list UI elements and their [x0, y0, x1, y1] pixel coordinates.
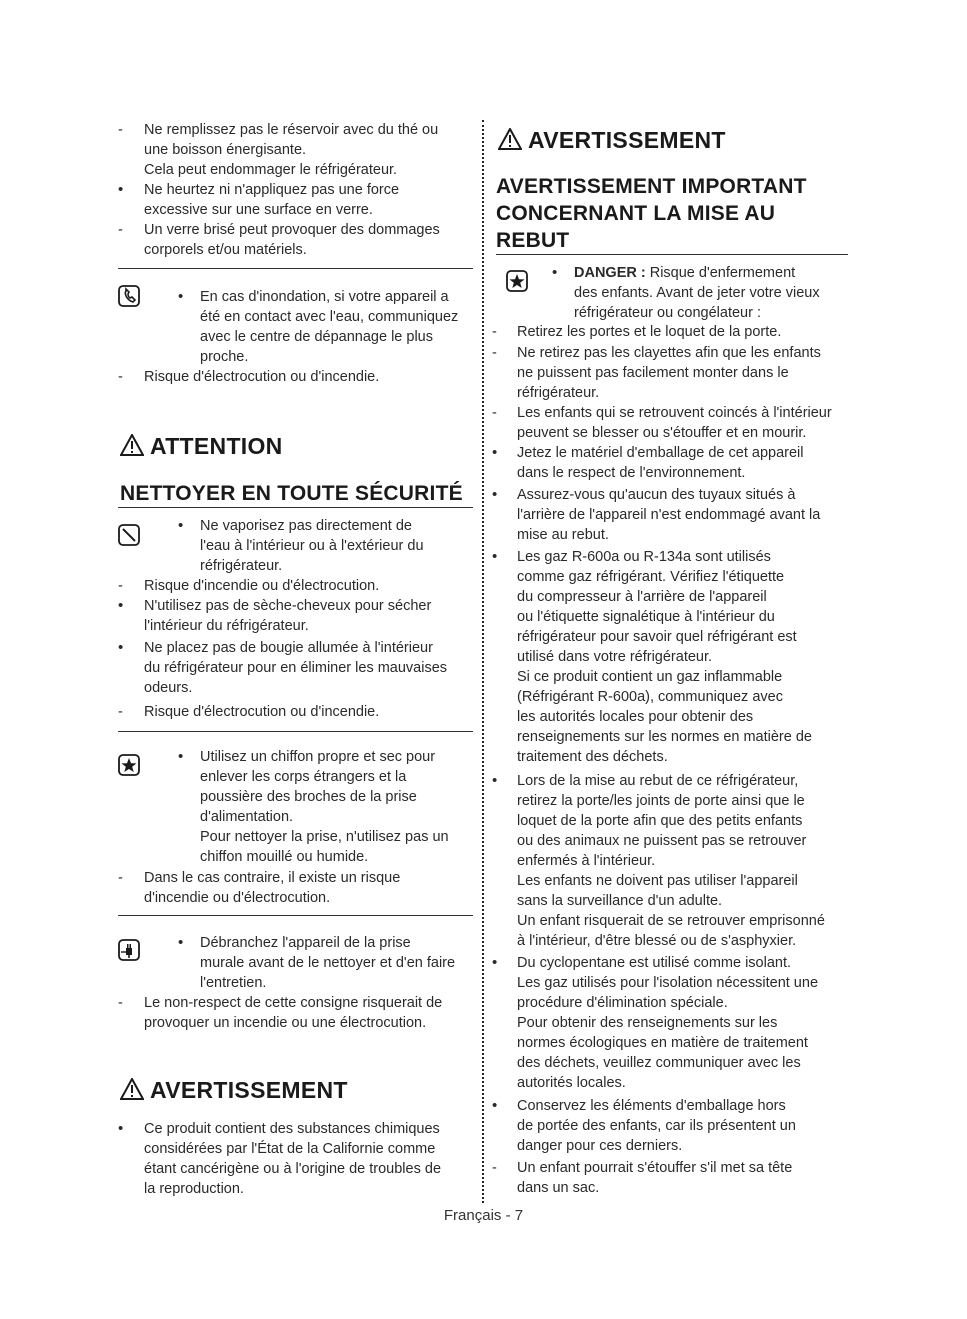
warning-heading-left	[120, 1077, 348, 1104]
phone-dash	[118, 367, 379, 387]
text-line: poussière des broches de la prise	[200, 789, 417, 805]
plug-dash	[118, 993, 442, 1033]
text-line: Les enfants qui se retrouvent coincés à l'intérieur	[517, 405, 832, 421]
text-line: mise au rebut.	[517, 527, 609, 543]
text-line: (Réfrigérant R-600a), communiquez avec	[517, 689, 783, 705]
text-line: Risque d'électrocution ou d'incendie.	[144, 369, 380, 385]
text-line: d'alimentation.	[200, 809, 294, 825]
text-line: Un verre brisé peut provoquer des dommages	[144, 222, 440, 238]
bullet-marker	[178, 933, 192, 953]
item-text	[144, 868, 400, 908]
text-line: excessive sur une surface en verre.	[144, 202, 373, 218]
text-line: Débranchez l'appareil de la prise	[200, 935, 411, 951]
text-line: réfrigérateur ou congélateur :	[574, 305, 761, 321]
danger-item	[552, 263, 820, 323]
bullet-marker	[178, 516, 192, 536]
column-divider	[482, 120, 484, 1203]
section-title-line: REBUT	[496, 229, 570, 252]
star-icon	[506, 270, 528, 292]
top-item	[118, 120, 438, 180]
item-text	[574, 263, 820, 323]
text-line: renseignements sur les normes en matière de	[517, 729, 812, 745]
text-line: Ne vaporisez pas directement de	[200, 518, 412, 534]
text-line: corporels et/ou matériels.	[144, 242, 307, 258]
divider	[118, 915, 473, 916]
text-line: Ne heurtez ni n'appliquez pas une force	[144, 182, 400, 198]
item-text	[200, 287, 458, 367]
item-text	[517, 547, 812, 767]
text-line: de portée des enfants, car ils présentent un	[517, 1118, 796, 1134]
text-line: Les gaz utilisés pour l'isolation nécessitent une	[517, 975, 819, 991]
disposal-item	[492, 443, 804, 483]
warning-bullet	[118, 1119, 441, 1199]
text-line: considérées par l'État de la Californie comme	[144, 1141, 436, 1157]
item-text	[144, 596, 431, 636]
section-title-line: CONCERNANT LA MISE AU	[496, 202, 776, 225]
disposal-item	[492, 343, 821, 403]
section-title-line: NETTOYER EN TOUTE SÉCURITÉ	[120, 482, 463, 505]
text-line: Un enfant risquerait de se retrouver emprisonné	[517, 913, 825, 929]
text-line: des enfants. Avant de jeter votre vieux	[574, 285, 820, 301]
text-line: Dans le cas contraire, il existe un risque	[144, 870, 401, 886]
text-line: à l'intérieur, d'être blessé ou de s'asphyxier.	[517, 933, 797, 949]
text-line: Les gaz R-600a ou R-134a sont utilisés	[517, 549, 771, 565]
top-item	[118, 180, 399, 220]
bullet-marker	[118, 1119, 132, 1139]
divider	[118, 507, 473, 508]
item-text	[144, 367, 379, 387]
attention-heading	[120, 433, 283, 460]
plug-bullet	[178, 933, 455, 993]
text-line: du compresseur à l'arrière de l'appareil	[517, 589, 767, 605]
dash-marker	[492, 322, 506, 342]
text-line: Assurez-vous qu'aucun des tuyaux situés à	[517, 487, 796, 503]
text-line: réfrigérateur.	[517, 385, 600, 401]
disposal-item	[492, 322, 781, 342]
bullet-marker	[492, 443, 506, 463]
text-line: étant cancérigène ou à l'origine de troubles de	[144, 1161, 442, 1177]
section-title-disposal	[496, 173, 807, 254]
dash-marker	[118, 120, 132, 140]
text-line: Cela peut endommager le réfrigérateur.	[144, 162, 398, 178]
item-text	[517, 1158, 792, 1198]
star-dash	[118, 868, 400, 908]
item-text	[200, 933, 455, 993]
item-text	[517, 771, 825, 951]
dash-marker	[118, 993, 132, 1013]
item-text	[200, 747, 449, 867]
bullet-marker	[552, 263, 566, 283]
page-footer: Français - 7	[443, 1207, 524, 1224]
text-line: l'entretien.	[200, 975, 267, 991]
text-line: Du cyclopentane est utilisé comme isolant.	[517, 955, 792, 971]
text-line: ne puissent pas facilement monter dans le	[517, 365, 789, 381]
phone-icon	[118, 285, 140, 307]
bullet-marker	[492, 547, 506, 567]
item-text	[144, 180, 399, 220]
disposal-item	[492, 953, 818, 1093]
text-line: Pour obtenir des renseignements sur les	[517, 1015, 778, 1031]
item-text	[200, 516, 424, 576]
text-line: Lors de la mise au rebut de ce réfrigérateur,	[517, 773, 799, 789]
bullet-marker	[118, 180, 132, 200]
item-text	[517, 443, 804, 483]
text-line: l'arrière de l'appareil n'est endommagé avant la	[517, 507, 821, 523]
dash-marker	[118, 702, 132, 722]
attention-title: ATTENTION	[150, 433, 283, 459]
clean-item	[118, 702, 379, 722]
unplug-icon	[118, 939, 140, 961]
text-line: Risque d'incendie ou d'électrocution.	[144, 578, 380, 594]
text-line: odeurs.	[144, 680, 193, 696]
item-text	[517, 1096, 796, 1156]
text-line: une boisson énergisante.	[144, 142, 307, 158]
text-line: dans le respect de l'environnement.	[517, 465, 746, 481]
text-line: d'incendie ou d'électrocution.	[144, 890, 331, 906]
text-line: réfrigérateur.	[200, 558, 283, 574]
text-line: l'eau à l'intérieur ou à l'extérieur du	[200, 538, 424, 554]
star-icon	[118, 754, 140, 776]
text-line: Si ce produit contient un gaz inflammable	[517, 669, 783, 685]
item-text	[517, 403, 832, 443]
text-line: Le non-respect de cette consigne risquerait de	[144, 995, 443, 1011]
disposal-item	[492, 547, 812, 767]
text-line: Un enfant pourrait s'étouffer s'il met sa tête	[517, 1160, 793, 1176]
divider	[496, 254, 848, 255]
disposal-item	[492, 1096, 796, 1156]
text-line: Retirez les portes et le loquet de la porte.	[517, 324, 782, 340]
danger-text: Risque d'enfermement	[649, 265, 796, 281]
item-text	[144, 993, 442, 1033]
dash-marker	[492, 343, 506, 363]
text-line: Ne remplissez pas le réservoir avec du thé ou	[144, 122, 439, 138]
text-line: murale avant de le nettoyer et d'en faire	[200, 955, 456, 971]
text-line: des déchets, veuillez communiquer avec les	[517, 1055, 801, 1071]
text-line: été en contact avec l'eau, communiquez	[200, 309, 459, 325]
text-line: Risque d'électrocution ou d'incendie.	[144, 704, 380, 720]
danger-label: DANGER :	[574, 265, 646, 281]
text-line: l'intérieur du réfrigérateur.	[144, 618, 309, 634]
text-line: peuvent se blesser ou s'étouffer et en mourir.	[517, 425, 807, 441]
item-text	[144, 220, 440, 260]
no-bullet	[178, 516, 424, 576]
disposal-item	[492, 485, 820, 545]
text-line: provoquer un incendie ou une électrocution.	[144, 1015, 427, 1031]
text-line: utilisé dans votre réfrigérateur.	[517, 649, 713, 665]
item-text	[144, 638, 447, 698]
item-text	[517, 343, 821, 403]
item-text	[517, 485, 820, 545]
text-line: Conservez les éléments d'emballage hors	[517, 1098, 786, 1114]
dash-marker	[492, 1158, 506, 1178]
text-line: traitement des déchets.	[517, 749, 668, 765]
text-line: proche.	[200, 349, 249, 365]
text-line: procédure d'élimination spéciale.	[517, 995, 728, 1011]
text-line: N'utilisez pas de sèche-cheveux pour sécher	[144, 598, 432, 614]
warning-title: AVERTISSEMENT	[150, 1077, 348, 1103]
item-text	[144, 576, 379, 596]
text-line: autorités locales.	[517, 1075, 626, 1091]
text-line: les autorités locales pour obtenir des	[517, 709, 754, 725]
section-title-line: AVERTISSEMENT IMPORTANT	[496, 175, 807, 198]
clean-item	[118, 576, 379, 596]
bullet-marker	[178, 747, 192, 767]
text-line: Utilisez un chiffon propre et sec pour	[200, 749, 436, 765]
text-line: ou l'étiquette signalétique à l'intérieur du	[517, 609, 775, 625]
bullet-marker	[492, 1096, 506, 1116]
dash-marker	[492, 403, 506, 423]
item-text	[144, 702, 379, 722]
text-line: ou des animaux ne puissent pas se retrouver	[517, 833, 807, 849]
text-line: Les enfants ne doivent pas utiliser l'appareil	[517, 873, 798, 889]
warning-title: AVERTISSEMENT	[528, 127, 726, 153]
warning-heading-right	[498, 127, 726, 154]
text-line: réfrigérateur pour savoir quel réfrigérant est	[517, 629, 797, 645]
dash-marker	[118, 868, 132, 888]
text-line: loquet de la porte afin que des petits enfants	[517, 813, 803, 829]
text-line: En cas d'inondation, si votre appareil a	[200, 289, 449, 305]
item-text	[517, 953, 818, 1093]
dash-marker	[118, 367, 132, 387]
disposal-item	[492, 1158, 792, 1198]
text-line: enfermés à l'intérieur.	[517, 853, 656, 869]
bullet-marker	[118, 596, 132, 616]
text-line: dans un sac.	[517, 1180, 600, 1196]
text-line: danger pour ces derniers.	[517, 1138, 683, 1154]
bullet-marker	[118, 638, 132, 658]
bullet-marker	[492, 485, 506, 505]
dash-marker	[118, 220, 132, 240]
disposal-item	[492, 403, 832, 443]
phone-bullet	[178, 287, 458, 367]
bullet-marker	[492, 771, 506, 791]
text-line: du réfrigérateur pour en éliminer les mauvaises	[144, 660, 448, 676]
text-line: Pour nettoyer la prise, n'utilisez pas un	[200, 829, 449, 845]
text-line: avec le centre de dépannage le plus	[200, 329, 433, 345]
item-text	[144, 120, 438, 180]
text-line: comme gaz réfrigérant. Vérifiez l'étiquette	[517, 569, 785, 585]
disposal-item	[492, 771, 825, 951]
prohibited-icon	[118, 524, 140, 546]
text-line: sans la surveillance d'un adulte.	[517, 893, 723, 909]
dash-marker	[118, 576, 132, 596]
text-line: Ne placez pas de bougie allumée à l'intérieur	[144, 640, 433, 656]
text-line: Jetez le matériel d'emballage de cet appareil	[517, 445, 804, 461]
divider	[118, 268, 473, 269]
text-line: la reproduction.	[144, 1181, 244, 1197]
section-title-cleaning	[120, 480, 463, 507]
bullet-marker	[492, 953, 506, 973]
text-line	[574, 263, 820, 283]
divider	[118, 731, 473, 732]
text-line: Ne retirez pas les clayettes afin que les enfants	[517, 345, 821, 361]
item-text	[144, 1119, 441, 1199]
text-line: Ce produit contient des substances chimiques	[144, 1121, 440, 1137]
text-line: enlever les corps étrangers et la	[200, 769, 407, 785]
clean-item	[118, 596, 431, 636]
text-line: retirez la porte/les joints de porte ainsi que le	[517, 793, 805, 809]
text-line: chiffon mouillé ou humide.	[200, 849, 369, 865]
star-bullet	[178, 747, 449, 867]
top-item	[118, 220, 440, 260]
item-text	[517, 322, 781, 342]
bullet-marker	[178, 287, 192, 307]
text-line: normes écologiques en matière de traitement	[517, 1035, 808, 1051]
clean-item	[118, 638, 447, 698]
